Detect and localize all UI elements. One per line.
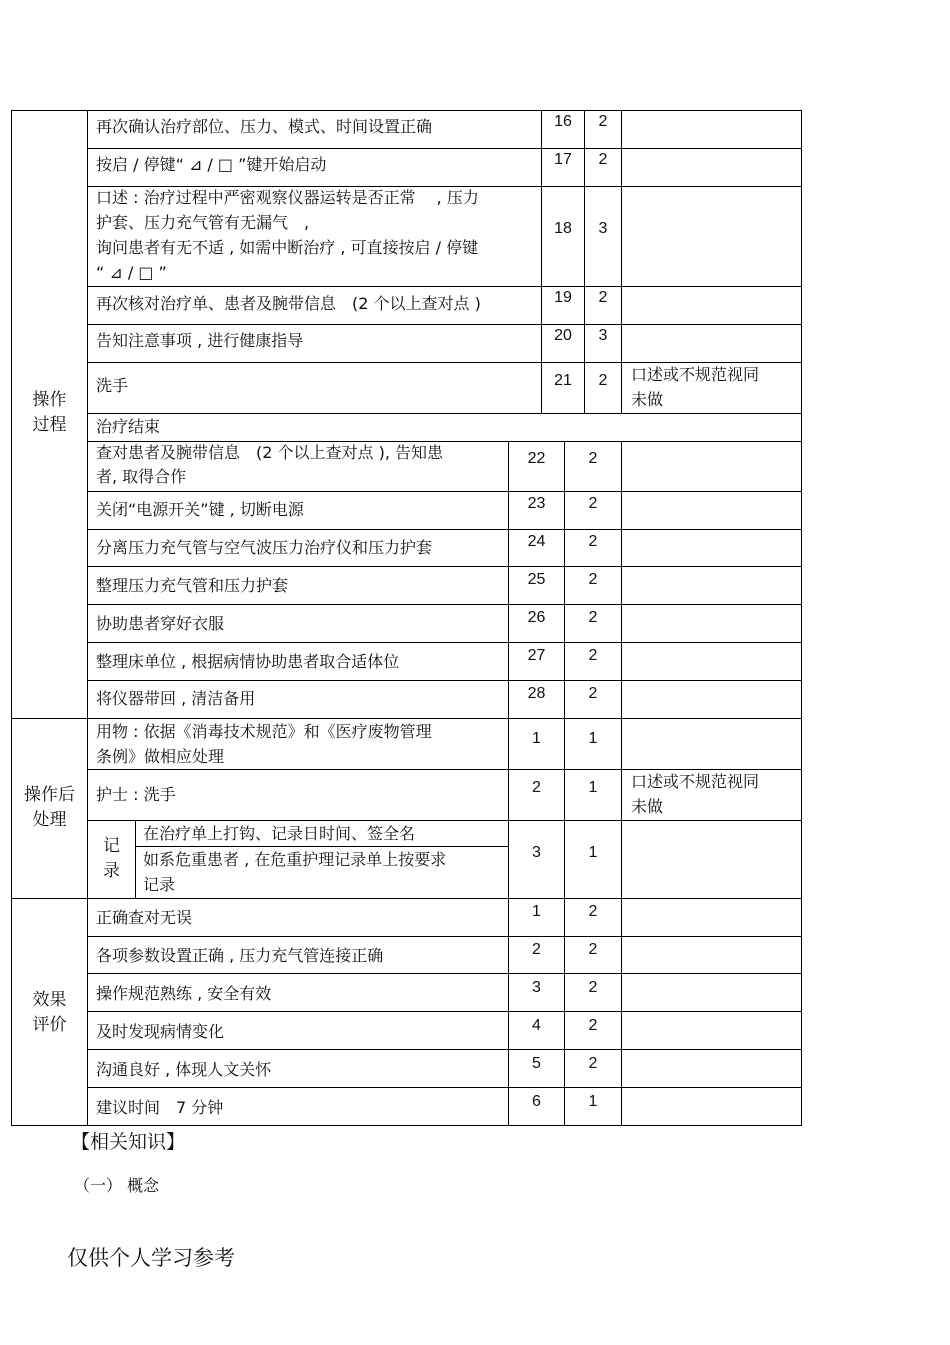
item-number: 6 [532,1093,541,1110]
item-score: 3 [598,220,608,237]
item-text-line: 询问患者有无不适 , 如需中断治疗 , 可直接按启 / 停键 [96,238,479,257]
subsection-heading-concept: （一） 概念 [74,1176,160,1195]
subheading-treatment-end: 治疗结束 [96,417,161,436]
item-score: 2 [588,979,598,996]
item-score: 2 [588,533,598,550]
item-score: 1 [588,779,598,796]
item-number: 5 [532,1055,541,1072]
item-text-line: “ ⊿ / □ ” [96,263,167,282]
footer-note: 仅供个人学习参考 [67,1246,235,1270]
item-text: 在治疗单上打钩、记录日时间、签全名 [143,824,416,843]
item-text-line: 用物 : 依据《消毒技术规范》和《医疗废物管理 [96,722,432,741]
item-note-line: 未做 [631,797,664,816]
item-score: 1 [588,844,598,861]
item-score: 2 [588,685,598,702]
item-score: 2 [598,113,608,130]
item-text-line: 护套、压力充气管有无漏气 , [96,213,310,232]
item-number: 4 [532,1017,541,1034]
item-text-line: 口述 : 治疗过程中严密观察仪器运转是否正常 , 压力 [96,188,479,207]
item-text: 沟通良好 , 体现人文关怀 [96,1060,272,1079]
item-score: 2 [588,495,598,512]
item-text: 协助患者穿好衣服 [96,614,225,633]
item-text-line: 条例》做相应处理 [96,747,225,766]
item-number: 18 [554,220,572,237]
item-score: 2 [588,609,598,626]
item-text: 洗手 [96,376,129,395]
item-note-line: 未做 [631,390,664,409]
item-text: 告知注意事项 , 进行健康指导 [96,331,304,350]
item-number: 25 [527,571,546,588]
item-score: 2 [588,450,598,467]
item-text: 关闭“电源开关”键 , 切断电源 [96,500,304,519]
item-number: 24 [527,533,546,550]
item-text: 及时发现病情变化 [96,1022,225,1041]
section-label-evaluation: 效果评价 [32,990,67,1035]
item-score: 2 [598,289,608,306]
item-text-line: 记录 [143,875,176,894]
item-score: 2 [598,151,608,168]
item-number: 27 [527,647,546,664]
item-number: 26 [527,609,546,626]
item-text: 建议时间 7 分钟 [96,1098,224,1117]
item-number: 20 [554,327,572,344]
item-number: 17 [554,151,572,168]
item-score: 1 [588,1093,598,1110]
item-number: 2 [532,779,541,796]
item-text-line: 者, 取得合作 [96,467,187,486]
item-text-line: 查对患者及腕带信息 (2 个以上查对点 ), 告知患 [96,443,444,462]
item-score: 2 [588,1017,598,1034]
item-number: 16 [554,113,572,130]
item-score: 1 [588,730,598,747]
item-number: 1 [532,730,541,747]
item-number: 19 [554,289,572,306]
item-text: 分离压力充气管与空气波压力治疗仪和压力护套 [96,538,433,557]
item-number: 21 [554,372,572,389]
item-note-line: 口述或不规范视同 [631,365,760,384]
item-text: 再次确认治疗部位、压力、模式、时间设置正确 [96,117,433,136]
item-score: 2 [588,1055,598,1072]
item-number: 3 [532,844,541,861]
item-number: 28 [527,685,546,702]
item-score: 2 [598,372,608,389]
item-number: 2 [532,941,541,958]
item-text: 再次核对治疗单、患者及腕带信息 (2 个以上查对点 ) [96,294,481,313]
section-label-procedure: 操作过程 [32,390,67,435]
item-text: 整理床单位 , 根据病情协助患者取合适体位 [96,652,400,671]
item-number: 22 [527,450,546,467]
item-score: 2 [588,647,598,664]
section-heading-related-knowledge: 【相关知识】 [71,1131,186,1153]
item-score: 2 [588,571,598,588]
item-text: 各项参数设置正确 , 压力充气管连接正确 [96,946,384,965]
item-text: 将仪器带回 , 清洁备用 [96,689,256,708]
item-score: 2 [588,903,598,920]
item-text: 操作规范熟练 , 安全有效 [96,984,272,1003]
item-score: 2 [588,941,598,958]
item-note-line: 口述或不规范视同 [631,772,760,791]
item-number: 23 [527,495,546,512]
item-text: 按启 / 停键“ ⊿ / □ ”键开始启动 [96,155,327,174]
item-text: 护士 : 洗手 [96,785,176,804]
item-text: 正确查对无误 [96,908,193,927]
item-number: 1 [532,903,541,920]
item-text: 整理压力充气管和压力护套 [96,576,289,595]
item-number: 3 [532,979,541,996]
item-score: 3 [598,327,608,344]
section-label-post: 操作后处理 [24,785,75,830]
section-label-record: 记录 [103,836,120,881]
item-text-line: 如系危重患者 , 在危重护理记录单上按要求 [143,850,447,869]
